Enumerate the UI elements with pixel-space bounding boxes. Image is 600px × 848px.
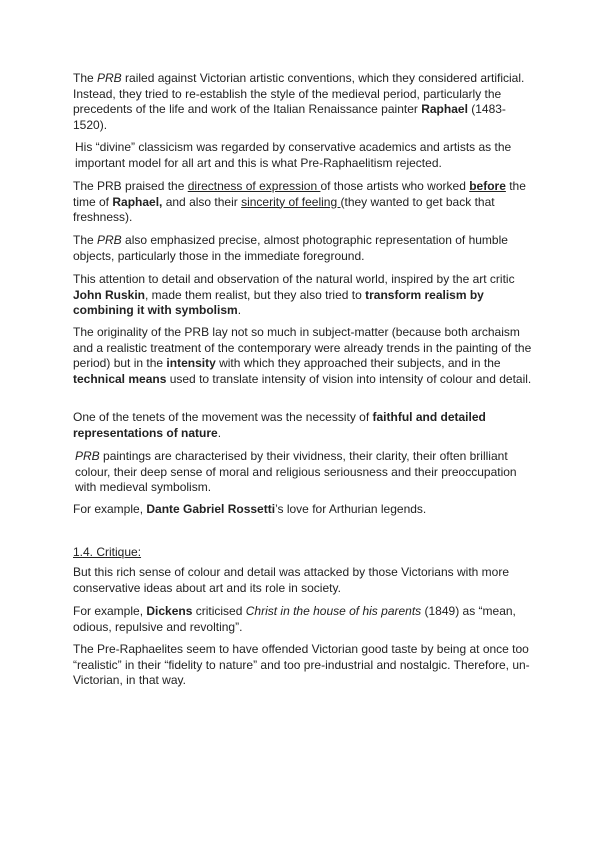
paragraph-classicism: His “divine” classicism was regarded by conservative academics and artists as the important model for all art and this is what Pre-Raphaelitism rejected. xyxy=(75,140,512,170)
paragraph-offended-taste: The Pre-Raphaelites seem to have offended Victorian good taste by being at once too “realistic” in their “fidelity to nature” and too pre-industrial and nostalgic. Therefore, un-Victorian, in that way. xyxy=(73,642,530,687)
technical-means-term: technical means xyxy=(73,371,167,386)
paragraph-prb-praised: The PRB praised the directness of expression of those artists who worked before the time of Raphael, and also their sincerity of feeling (they wanted to get back that freshness). xyxy=(73,179,526,224)
paragraph-dickens: For example, Dickens criticised Christ in the house of his parents (1849) as “mean, odious, repulsive and revolting”. xyxy=(73,604,516,634)
paragraph-prb-paintings: PRB paintings are characterised by their vividness, their clarity, their often brilliant colour, their deep sense of moral and religious seriousness and their preoccupation with medieval symbolism. xyxy=(75,449,517,494)
raphael-term: Raphael xyxy=(421,102,468,116)
dickens-term: Dickens xyxy=(146,604,193,618)
prb-term: PRB xyxy=(75,449,100,463)
sincerity-term: sincerity of feeling xyxy=(241,194,341,209)
directness-term: directness of expression xyxy=(187,179,321,193)
faithful-term: faithful and detailed representations of nature xyxy=(73,410,486,440)
paragraph-critique-intro: But this rich sense of colour and detail was attacked by those Victorians with more conservative ideas about art and its role in society. xyxy=(73,565,510,595)
ruskin-term: John Ruskin xyxy=(73,287,146,302)
prb-term: PRB xyxy=(97,71,122,85)
paragraph-ruskin: This attention to detail and observation of the natural world, inspired by the art critic John Ruskin, made them realist, but they also tried to transform realism by combining it with symbolism. xyxy=(73,272,515,317)
rossetti-term: Dante Gabriel Rossetti xyxy=(146,502,276,516)
before-term: before xyxy=(469,179,506,193)
paragraph-tenets: One of the tenets of the movement was the necessity of faithful and detailed representations of nature. xyxy=(73,410,486,440)
paragraph-precise-representation: The PRB also emphasized precise, almost photographic representation of humble objects, particularly those in the immediate foreground. xyxy=(73,233,508,263)
raphael-term: Raphael, xyxy=(112,194,163,209)
section-heading-critique: 1.4. Critique: xyxy=(73,545,142,559)
paragraph-rossetti: For example, Dante Gabriel Rossetti’s love for Arthurian legends. xyxy=(73,502,427,516)
christ-painting-title: Christ in the house of his parents xyxy=(245,604,422,618)
prb-term: PRB xyxy=(97,233,122,247)
paragraph-originality: The originality of the PRB lay not so much in subject-matter (because both archaism and a realistic treatment of the contemporary were already trends in the painting of the period) but in the intensity with which they approached their subjects, and in the technical means used to translate intensity of vision into intensity of colour and detail. xyxy=(73,325,532,386)
paragraph-prb-conventions: The PRB railed against Victorian artistic conventions, which they considered artificial. Instead, they tried to re-establish the style of the medieval period, particularly the precedents of the life and work of the Italian Renaissance painter Raphael (1483-1520). xyxy=(73,71,525,132)
transform-realism-term: transform realism by combining it with symbolism xyxy=(73,287,484,317)
intensity-term: intensity xyxy=(166,356,216,370)
